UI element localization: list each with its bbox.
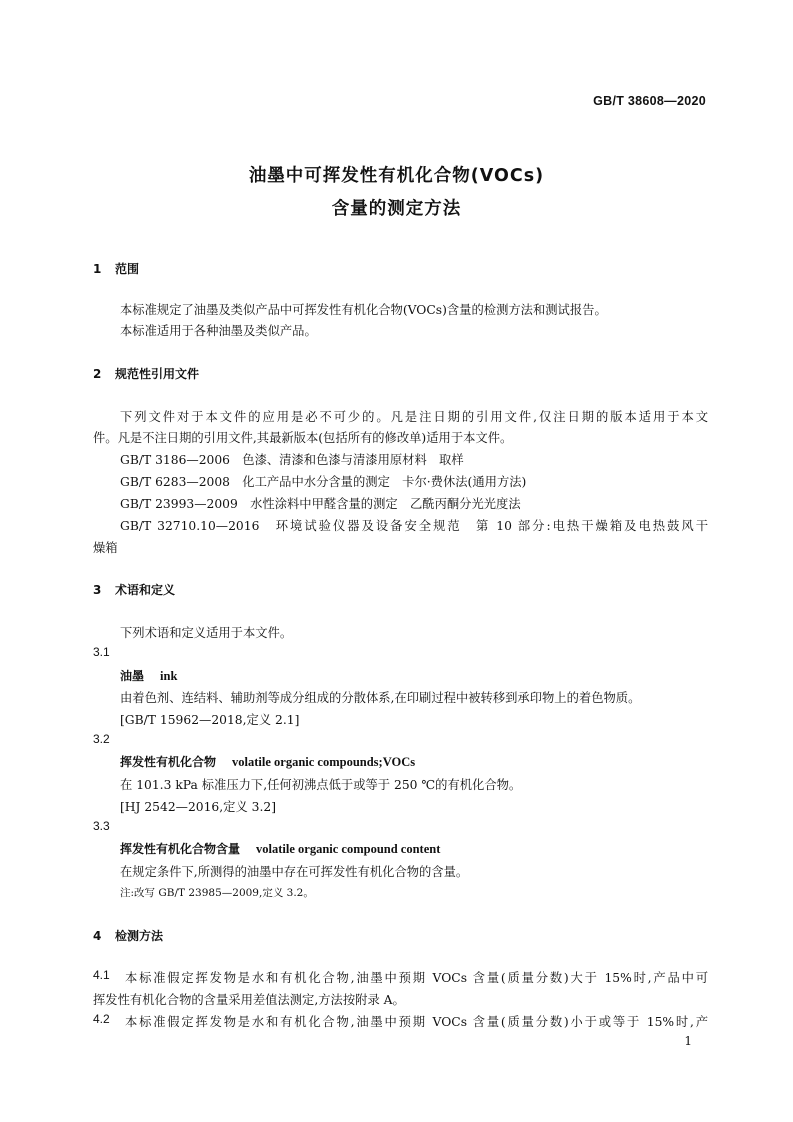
section-number: 4 <box>93 929 102 943</box>
term-definition: 在规定条件下,所测得的油墨中存在可挥发性有机化合物的含量。 <box>120 865 469 879</box>
term-definition: 在 101.3 kPa 标准压力下,任何初沸点低于或等于 250 ℃的有机化合物。 <box>120 778 522 792</box>
reference-item: GB/T 32710.10—2016 环境试验仪器及设备安全规范 第 10 部分:电热干燥箱及电热鼓风干 <box>120 519 708 533</box>
term-heading <box>120 753 415 770</box>
paragraph: 下列术语和定义适用于本文件。 <box>120 626 293 640</box>
term-number: 3.1 <box>93 645 110 659</box>
term-chinese: 油墨 <box>120 669 145 683</box>
term-number: 3.3 <box>93 819 110 833</box>
paragraph: 本标准规定了油墨及类似产品中可挥发性有机化合物(VOCs)含量的检测方法和测试报告。 <box>120 303 607 317</box>
clause-text: 本标准假定挥发物是水和有机化合物,油墨中预期 VOCs 含量(质量分数)小于或等于 15%时,产 <box>125 1015 708 1029</box>
term-definition: 由着色剂、连结料、辅助剂等成分组成的分散体系,在印刷过程中被转移到承印物上的着色物质。 <box>120 691 641 705</box>
term-heading <box>120 840 440 857</box>
page-number: 1 <box>684 1034 692 1048</box>
section-1-heading <box>93 260 139 277</box>
term-note: 注:改写 GB/T 23985—2009,定义 3.2。 <box>120 887 314 899</box>
reference-item: GB/T 3186—2006 色漆、清漆和色漆与清漆用原材料 取样 <box>120 453 464 467</box>
term-heading <box>120 667 177 684</box>
term-source: [HJ 2542—2016,定义 3.2] <box>120 800 277 814</box>
reference-item-continuation: 燥箱 <box>93 541 118 555</box>
term-source: [GB/T 15962—2018,定义 2.1] <box>120 713 300 727</box>
section-title: 检测方法 <box>115 929 164 943</box>
clause-text-continuation: 挥发性有机化合物的含量采用差值法测定,方法按附录 A。 <box>93 993 405 1007</box>
clause-text: 本标准假定挥发物是水和有机化合物,油墨中预期 VOCs 含量(质量分数)大于 15%时,产品中可 <box>125 971 708 985</box>
reference-item: GB/T 6283—2008 化工产品中水分含量的测定 卡尔·费休法(通用方法) <box>120 475 527 489</box>
standard-number: GB/T 38608—2020 <box>593 94 706 108</box>
section-4-heading <box>93 927 163 944</box>
section-number: 1 <box>93 262 102 276</box>
term-number: 3.2 <box>93 732 110 746</box>
document-title-line1: 油墨中可挥发性有机化合物(VOCs) <box>248 166 545 186</box>
section-number: 2 <box>93 367 102 381</box>
clause-number: 4.2 <box>93 1012 110 1026</box>
section-number: 3 <box>93 583 102 597</box>
section-title: 术语和定义 <box>115 583 176 597</box>
reference-item: GB/T 23993—2009 水性涂料中甲醛含量的测定 乙酰丙酮分光光度法 <box>120 497 521 511</box>
paragraph: 下列文件对于本文件的应用是必不可少的。凡是注日期的引用文件,仅注日期的版本适用于本文 <box>120 410 708 424</box>
section-title: 范围 <box>115 262 140 276</box>
paragraph: 件。凡是不注日期的引用文件,其最新版本(包括所有的修改单)适用于本文件。 <box>93 431 513 445</box>
clause-number: 4.1 <box>93 968 110 982</box>
section-2-heading <box>93 365 199 382</box>
term-chinese: 挥发性有机化合物含量 <box>120 842 241 856</box>
paragraph: 本标准适用于各种油墨及类似产品。 <box>120 324 317 338</box>
document-title-line2: 含量的测定方法 <box>331 199 462 219</box>
term-chinese: 挥发性有机化合物 <box>120 755 217 769</box>
term-english: volatile organic compounds;VOCs <box>232 755 416 769</box>
term-english: volatile organic compound content <box>256 842 441 856</box>
section-3-heading <box>93 581 175 598</box>
term-english: ink <box>160 669 178 683</box>
section-title: 规范性引用文件 <box>115 367 200 381</box>
